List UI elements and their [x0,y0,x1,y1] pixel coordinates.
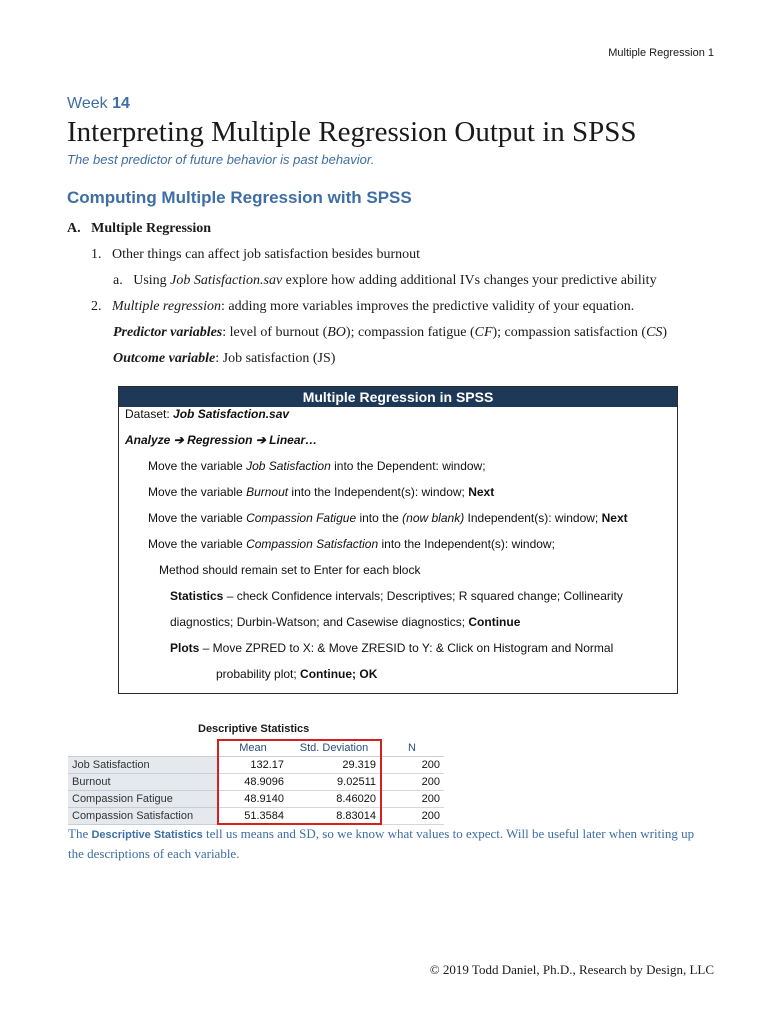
step3-var: Compassion Fatigue [246,511,357,525]
step-1 [148,459,486,473]
descriptives-title: Descriptive Statistics [198,723,310,735]
outline-a-marker: A. [67,221,81,236]
mean-cell: 132.17 [218,757,288,774]
step2-pre: Move the variable [148,485,247,499]
outcome-label: Outcome variable [113,351,216,366]
method-line: Method should remain set to Enter for each block [159,563,421,577]
step1-var: Job Satisfaction [246,459,331,473]
menu-path [125,433,317,447]
step3-post: Independent(s): window; [464,511,602,525]
note-text-1: tell us means and SD, so we know what values to expect. Will be useful later when writing up [202,826,695,841]
step4-post: into the Independent(s): window; [378,537,555,551]
outcome-variable [113,351,335,367]
plots-text-1: – Move ZPRED to X: & Move ZRESID to Y: & Click on Histogram and Normal [199,641,614,655]
step4-pre: Move the variable [148,537,247,551]
dataset-line [125,407,289,421]
section-heading: Computing Multiple Regression with SPSS [67,188,412,207]
n-cell: 200 [380,808,444,825]
sd-cell: 8.46020 [288,791,380,808]
column-header: Std. Deviation [288,740,380,757]
step3-next: Next [601,511,628,525]
item1a-marker: a. [113,273,123,288]
statistics-label: Statistics [170,589,224,603]
step2-post: into the Independent(s): window; [288,485,469,499]
predictor-cf: CF [474,325,493,340]
header-empty-cell [68,740,218,757]
note-line-2: the descriptions of each variable. [68,846,240,861]
step1-pre: Move the variable [148,459,247,473]
predictor-bo: BO [327,325,346,340]
sd-cell: 8.83014 [288,808,380,825]
item1-text: Other things can affect job satisfaction besides burnout [112,247,421,262]
item1a-pre: Using [133,273,171,288]
outline-item-1a [113,273,657,289]
sd-cell: 29.319 [288,757,380,774]
week-number: 14 [112,95,130,112]
predictor-label: Predictor variables [113,325,223,340]
step3-pre: Move the variable [148,511,247,525]
predictor-text-2: ); compassion fatigue ( [345,325,475,340]
plots-label: Plots [170,641,200,655]
mean-cell: 48.9096 [218,774,288,791]
box-header: Multiple Regression in SPSS [119,387,677,407]
item1a-post: explore how adding additional IVs changes your predictive ability [282,273,657,288]
dataset-label: Dataset: [125,407,174,421]
outline-a-label: Multiple Regression [91,221,212,236]
step3-note: (now blank) [402,511,465,525]
statistics-text-2: diagnostics; Durbin-Watson; and Casewise diagnostics; [170,615,469,629]
row-label: Job Satisfaction [68,757,218,774]
statistics-line-1 [170,589,623,603]
step-2 [148,485,494,499]
step2-next: Next [468,485,495,499]
outline-item-1 [91,247,420,263]
step3-mid: into the [356,511,403,525]
dataset-file: Job Satisfaction.sav [173,407,290,421]
column-header: Mean [218,740,288,757]
row-label: Compassion Fatigue [68,791,218,808]
column-header: N [380,740,444,757]
statistics-continue: Continue [468,615,521,629]
predictor-text-4: ) [662,325,668,340]
plots-line-1 [170,641,613,655]
page-title: Interpreting Multiple Regression Output in SPSS [67,116,637,148]
n-cell: 200 [380,757,444,774]
row-label: Compassion Satisfaction [68,808,218,825]
week-label [67,95,130,113]
menu-path-text: Analyze ➔ Regression ➔ Linear… [125,433,318,447]
plots-line-2 [216,667,377,681]
running-head: Multiple Regression 1 [608,47,714,59]
sd-cell: 9.02511 [288,774,380,791]
note-term: Descriptive Statistics [91,829,203,841]
outline-a [67,221,211,237]
n-cell: 200 [380,791,444,808]
plots-end: Continue; OK [300,667,378,681]
step1-post: into the Dependent: window; [330,459,486,473]
highlight-box [217,739,382,825]
predictor-variables [113,325,667,341]
spss-instructions-box [118,386,678,694]
item2-marker: 2. [91,299,102,314]
row-label: Burnout [68,774,218,791]
week-word: Week [67,95,108,112]
tagline: The best predictor of future behavior is past behavior. [67,152,375,167]
statistics-text-1: – check Confidence intervals; Descriptives; R squared change; Collinearity [223,589,623,603]
item2-text: : adding more variables improves the predictive validity of your equation. [221,299,635,314]
item1-marker: 1. [91,247,102,262]
step-3 [148,511,628,525]
mean-cell: 48.9140 [218,791,288,808]
step-4 [148,537,555,551]
outline-item-2 [91,299,634,315]
predictor-text-1: : level of burnout ( [222,325,328,340]
copyright-footer: © 2019 Todd Daniel, Ph.D., Research by Design, LLC [429,962,714,977]
item1a-file: Job Satisfaction.sav [170,273,283,288]
n-cell: 200 [380,774,444,791]
step2-var: Burnout [246,485,289,499]
item2-term: Multiple regression [112,299,222,314]
step4-var: Compassion Satisfaction [246,537,379,551]
mean-cell: 51.3584 [218,808,288,825]
note-line-1 [68,826,694,842]
predictor-cs: CS [646,325,663,340]
note-pre: The [68,826,92,841]
predictor-text-3: ); compassion satisfaction ( [492,325,647,340]
outcome-text: : Job satisfaction (JS) [215,351,336,366]
statistics-line-2 [170,615,520,629]
plots-text-2: probability plot; [216,667,301,681]
